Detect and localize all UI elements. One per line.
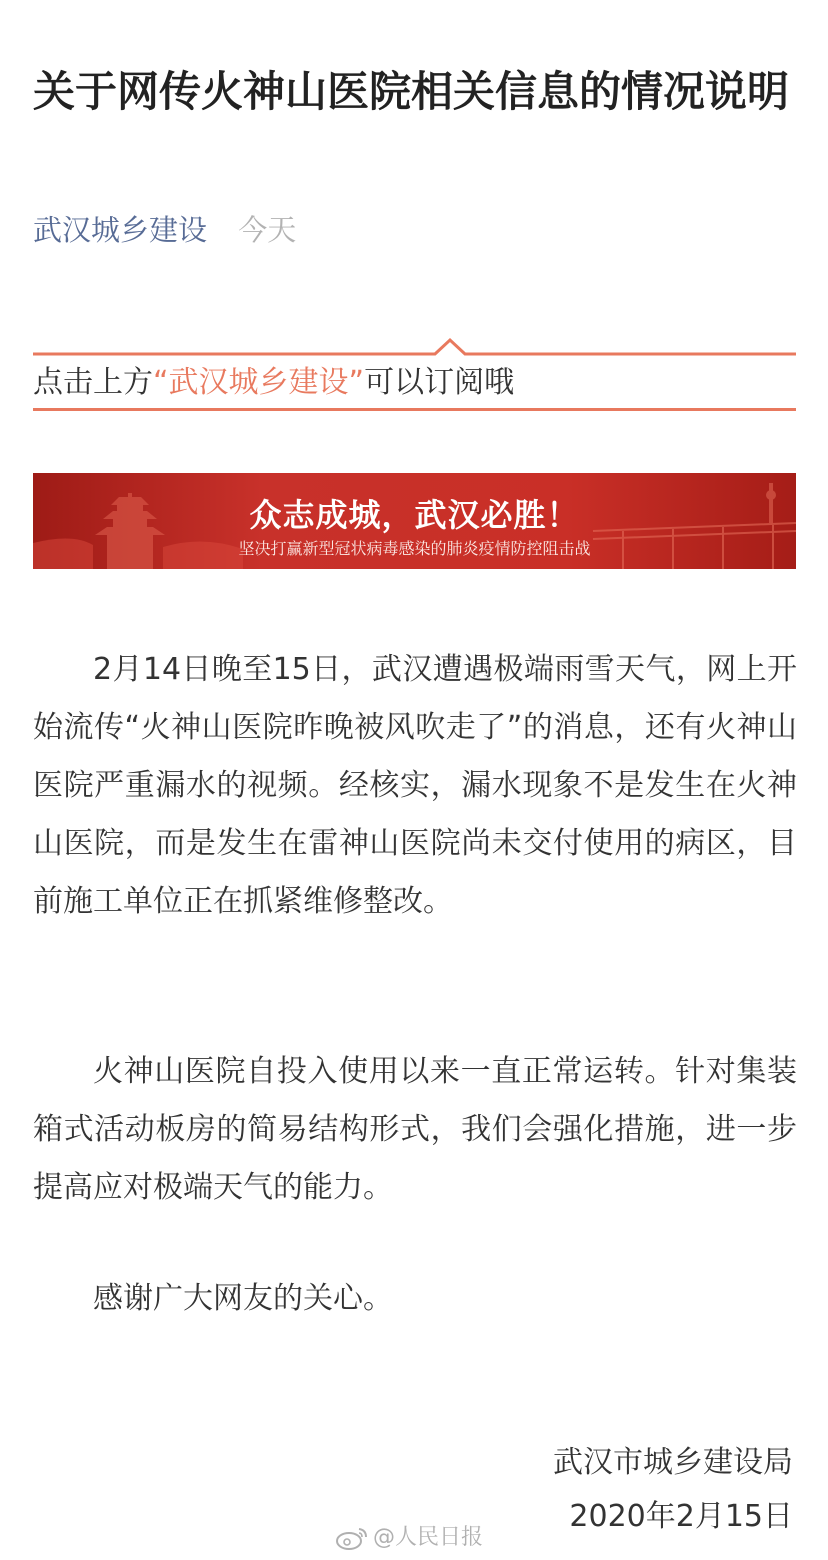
banner-subtitle: 坚决打赢新型冠状病毒感染的肺炎疫情防控阻击战 bbox=[238, 539, 591, 558]
paragraph-2: 火神山医院自投入使用以来一直正常运转。针对集装箱式活动板房的简易结构形式，我们会强化措施，进一步提高应对极端天气的能力。 bbox=[33, 1054, 797, 1205]
account-link[interactable]: 武汉城乡建设 bbox=[33, 213, 208, 247]
subscribe-suffix: 可以订阅哦 bbox=[364, 365, 515, 400]
bottom-rule-divider bbox=[33, 408, 796, 411]
top-rule-divider bbox=[33, 336, 796, 360]
signature-date: 2020年2月15日 bbox=[569, 1499, 793, 1534]
subscribe-text bbox=[33, 360, 514, 406]
article-meta bbox=[33, 208, 296, 252]
source-watermark bbox=[335, 1522, 483, 1554]
signature-organization: 武汉市城乡建设局 bbox=[553, 1445, 793, 1480]
watermark-text: @人民日报 bbox=[373, 1525, 484, 1550]
paragraph-1: 2月14日晚至15日，武汉遭遇极端雨雪天气，网上开始流传“火神山医院昨晚被风吹走了”的消息，还有火神山医院严重漏水的视频。经核实，漏水现象不是发生在火神山医院，而是发生在雷神山医院尚未交付使用的病区，目前施工单位正在抓紧维修整改。 bbox=[33, 652, 797, 919]
article-title: 关于网传火神山医院相关信息的情况说明 bbox=[33, 67, 790, 116]
weibo-icon bbox=[335, 1525, 369, 1551]
subscribe-account-link[interactable]: “武汉城乡建设” bbox=[153, 365, 365, 400]
campaign-banner bbox=[33, 473, 796, 569]
paragraph-3: 感谢广大网友的关心。 bbox=[93, 1281, 393, 1316]
banner-headline: 众志成城，武汉必胜！ bbox=[249, 496, 580, 534]
subscribe-prefix: 点击上方 bbox=[33, 365, 153, 400]
subscribe-prompt bbox=[33, 336, 796, 416]
publish-date: 今天 bbox=[238, 213, 297, 247]
